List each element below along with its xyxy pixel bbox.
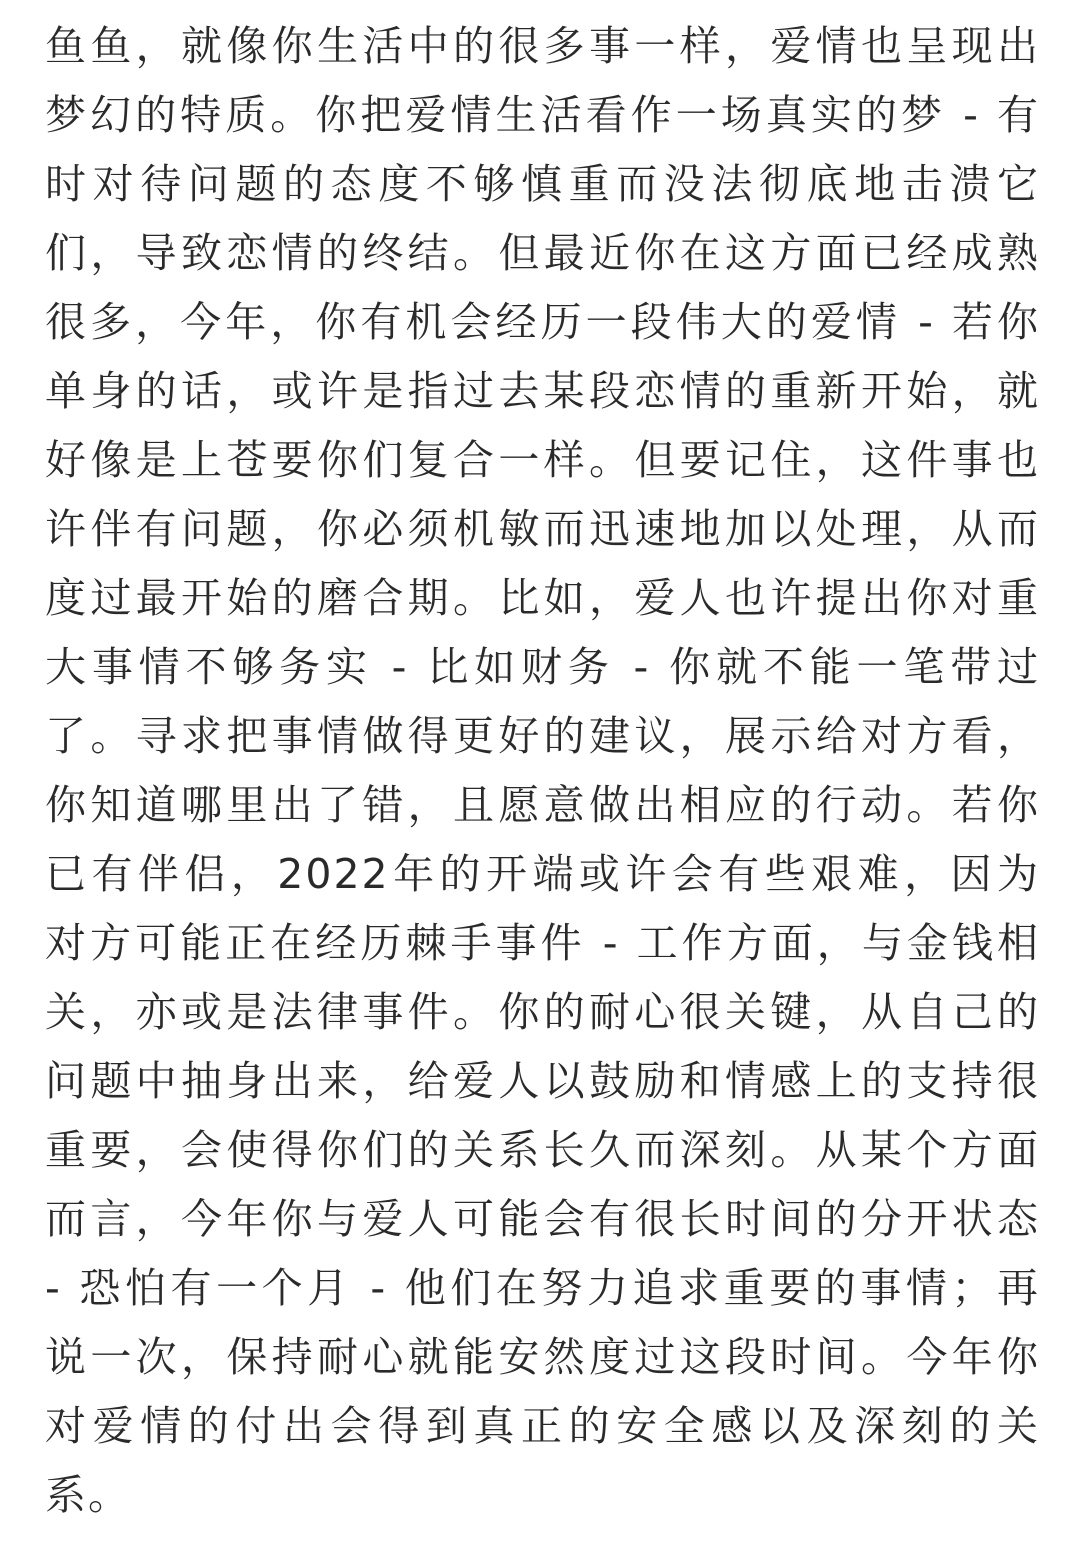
article-body: [45, 12, 1040, 1530]
text-line: 问题中抽身出来，给爱人以鼓励和情感上的支持很: [45, 1057, 1040, 1105]
text-line: 鱼鱼，就像你生活中的很多事一样，爱情也呈现出: [45, 22, 1040, 70]
text-line: 关，亦或是法律事件。你的耐心很关键，从自己的: [45, 988, 1040, 1036]
text-line: 好像是上苍要你们复合一样。但要记住，这件事也: [45, 436, 1040, 484]
text-line: 时对待问题的态度不够慎重而没法彻底地击溃它: [45, 160, 1040, 208]
text-line: 了。寻求把事情做得更好的建议，展示给对方看，: [45, 712, 1040, 760]
text-line: 梦幻的特质。你把爱情生活看作一场真实的梦 - 有: [45, 91, 1040, 139]
text-line: 重要，会使得你们的关系长久而深刻。从某个方面: [45, 1126, 1040, 1174]
text-line: 已有伴侣，2022年的开端或许会有些艰难，因为: [45, 850, 1040, 898]
text-line: 单身的话，或许是指过去某段恋情的重新开始，就: [45, 367, 1040, 415]
text-line: 很多，今年，你有机会经历一段伟大的爱情 - 若你: [45, 298, 1040, 346]
text-line: 大事情不够务实 - 比如财务 - 你就不能一笔带过: [45, 643, 1040, 691]
text-line-last: 系。: [45, 1471, 131, 1519]
text-line: 对爱情的付出会得到真正的安全感以及深刻的关: [45, 1402, 1040, 1450]
text-line: 许伴有问题，你必须机敏而迅速地加以处理，从而: [45, 505, 1040, 553]
text-line: - 恐怕有一个月 - 他们在努力追求重要的事情；再: [45, 1264, 1040, 1312]
text-line: 对方可能正在经历棘手事件 - 工作方面，与金钱相: [45, 919, 1040, 967]
text-line: 们，导致恋情的终结。但最近你在这方面已经成熟: [45, 229, 1040, 277]
text-line: 而言，今年你与爱人可能会有很长时间的分开状态: [45, 1195, 1040, 1243]
text-line: 说一次，保持耐心就能安然度过这段时间。今年你: [45, 1333, 1040, 1381]
text-line: 度过最开始的磨合期。比如，爱人也许提出你对重: [45, 574, 1040, 622]
text-line: 你知道哪里出了错，且愿意做出相应的行动。若你: [45, 781, 1040, 829]
